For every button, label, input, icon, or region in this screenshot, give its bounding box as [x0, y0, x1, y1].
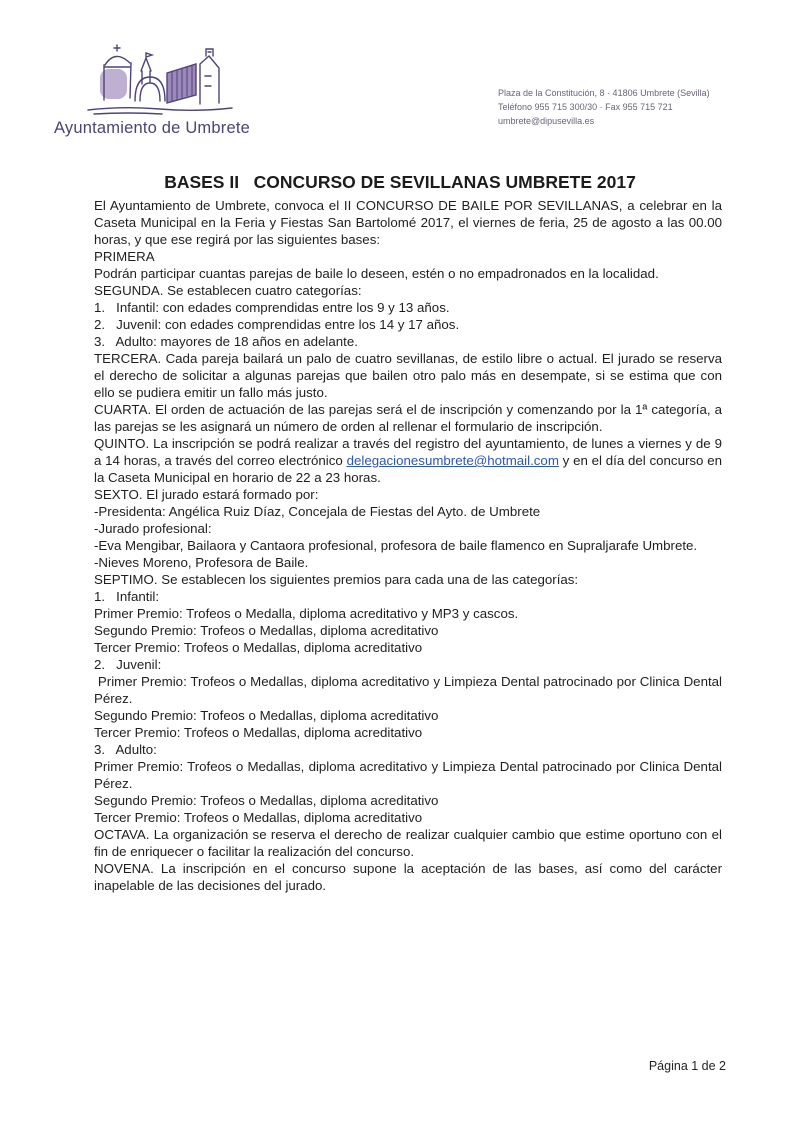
quinto-paragraph: [94, 435, 722, 486]
primera-heading: PRIMERA: [94, 249, 155, 264]
septimo-heading: SEPTIMO. Se establecen los siguientes premios para cada una de las categorías:: [94, 572, 579, 587]
categories-list: [94, 299, 722, 350]
list-item: 2. Juvenil: con edades comprendidas entre los 14 y 17 años.: [94, 317, 460, 332]
prize-line: Tercer Premio: Trofeos o Medallas, diploma acreditativo: [94, 810, 423, 825]
octava-paragraph: OCTAVA. La organización se reserva el derecho de realizar cualquier cambio que estime oportuno con el fin de enriquecer o facilitar la realización del concurso.: [94, 827, 722, 859]
prize-line: Segundo Premio: Trofeos o Medallas, diploma acreditativo: [94, 623, 439, 638]
intro-paragraph: El Ayuntamiento de Umbrete, convoca el II CONCURSO DE BAILE POR SEVILLANAS, a celebrar en la Caseta Municipal en la Feria y Fiestas San Bartolomé 2017, el viernes de feria, 25 de agosto a las 00.00 horas, y que ese regirá por las siguientes bases:: [94, 198, 722, 247]
sexto-heading: SEXTO. El jurado estará formado por:: [94, 487, 319, 502]
list-item: 3. Adulto: mayores de 18 años en adelante.: [94, 334, 358, 349]
letterhead-contact-block: [498, 86, 748, 128]
prizes-list: [94, 588, 726, 826]
prize-line: Primer Premio: Trofeos o Medalla, diploma acreditativo y MP3 y cascos.: [94, 606, 519, 621]
quinto-text-after-link: y en el día del concurso en la Caseta Municipal en horario de 22 a 23 horas.: [94, 453, 722, 485]
primera-text: Podrán participar cuantas parejas de baile lo deseen, estén o no empadronados en la localidad.: [94, 266, 659, 281]
contact-email: umbrete@dipusevilla.es: [498, 116, 595, 126]
prize-line: Tercer Premio: Trofeos o Medallas, diploma acreditativo: [94, 640, 423, 655]
novena-paragraph: NOVENA. La inscripción en el concurso supone la aceptación de las bases, así como del carácter inapelable de las decisiones del jurado.: [94, 861, 722, 893]
jury-line: -Eva Mengibar, Bailaora y Cantaora profesional, profesora de baile flamenco en Supraljarafe Umbrete.: [94, 538, 698, 553]
jury-line: -Presidenta: Angélica Ruiz Díaz, Concejala de Fiestas del Ayto. de Umbrete: [94, 504, 541, 519]
page-title: BASES II CONCURSO DE SEVILLANAS UMBRETE 2017: [164, 171, 636, 192]
category-number-line: 2. Juvenil:: [94, 657, 162, 672]
logo-caption: Ayuntamiento de Umbrete: [54, 119, 250, 137]
cuarta-paragraph: CUARTA. El orden de actuación de las parejas será el de inscripción y comenzando por la 1ª categoría, a las parejas se les asignará un número de orden al rellenar el formulario de inscripción.: [94, 402, 722, 434]
list-item: 1. Infantil: con edades comprendidas entre los 9 y 13 años.: [94, 300, 450, 315]
prize-line: Segundo Premio: Trofeos o Medallas, diploma acreditativo: [94, 793, 439, 808]
sexto-block: [94, 486, 722, 571]
email-link[interactable]: delegacionesumbrete@hotmail.com: [346, 453, 559, 468]
category-number-line: 1. Infantil:: [94, 589, 160, 604]
page-number: Página 1 de 2: [648, 1059, 726, 1073]
prize-line: Tercer Premio: Trofeos o Medallas, diploma acreditativo: [94, 725, 423, 740]
quinto-text-before-link: QUINTO. La inscripción se podrá realizar a través del registro del ayuntamiento, de lunes a viernes y de 9 a 14 horas, a través del correo electrónico: [94, 436, 722, 468]
category-number-line: 3. Adulto:: [94, 742, 157, 757]
prize-line: Primer Premio: Trofeos o Medallas, diploma acreditativo y Limpieza Dental patrocinado por Clinica Dental Pérez.: [94, 674, 726, 706]
prize-line: Segundo Premio: Trofeos o Medallas, diploma acreditativo: [94, 708, 439, 723]
document-body: [94, 197, 726, 894]
segunda-heading: SEGUNDA. Se establecen cuatro categorías:: [94, 283, 362, 298]
jury-line: -Nieves Moreno, Profesora de Baile.: [94, 555, 309, 570]
tercera-paragraph: TERCERA. Cada pareja bailará un palo de cuatro sevillanas, de estilo libre o actual. El jurado se reserva el derecho de solicitar a algunas parejas que bailen otro palo más en desempate, si se estima que con ello se pudiera emitir un fallo más justo.: [94, 351, 722, 400]
umbrete-townhall-logo-icon: [84, 42, 236, 120]
contact-address: Plaza de la Constitución, 8 · 41806 Umbrete (Sevilla): [498, 88, 710, 98]
jury-line: -Jurado profesional:: [94, 521, 212, 536]
prize-line: Primer Premio: Trofeos o Medallas, diploma acreditativo y Limpieza Dental patrocinado por Clinica Dental Pérez.: [94, 759, 726, 791]
contact-phone-fax: Teléfono 955 715 300/30 · Fax 955 715 721: [498, 102, 673, 112]
